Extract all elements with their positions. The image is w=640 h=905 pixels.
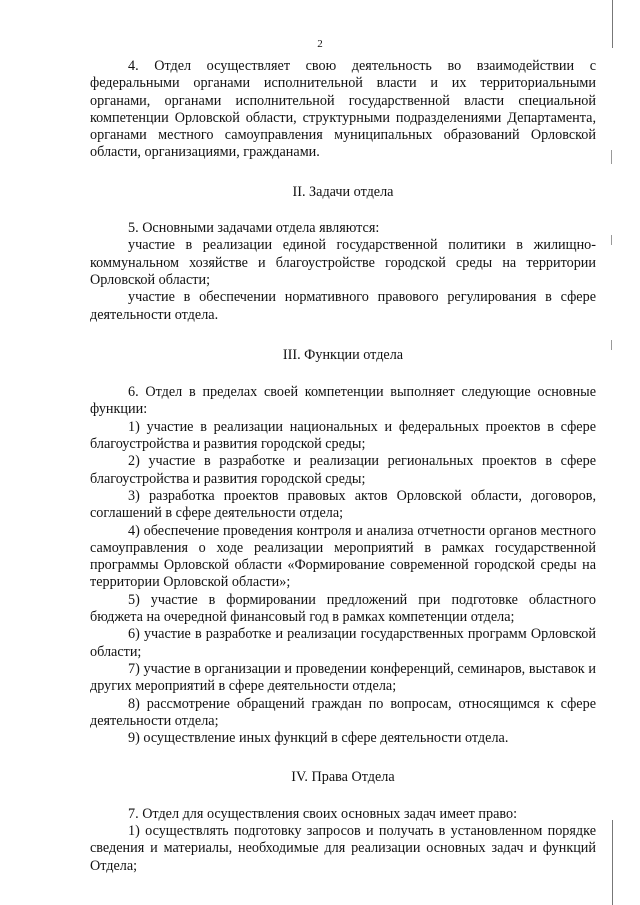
section-heading-rights: IV. Права Отдела [291, 769, 395, 786]
paragraph-5-item-2: участие в обеспечении нормативного правового регулирования в сфере деятельности отдела. [90, 289, 596, 323]
page-number: 2 [317, 38, 323, 50]
scan-margin-line [612, 0, 613, 48]
function-item: 6) участие в разработке и реализации государственных программ Орловской области; [90, 626, 596, 660]
paragraph-4: 4. Отдел осуществляет свою деятельность во взаимодействии с федеральными органами исполнительной власти и их территориальными органами, органами исполнительной государственной власти специальной компетенции Орловской области, структурными подразделениями Департамента, органами местного самоуправления муниципальных образований Орловской области, организациями, гражданами. [90, 58, 596, 161]
function-item: 5) участие в формировании предложений при подготовке областного бюджета на очередной финансовый год в рамках компетенции отдела; [90, 591, 596, 626]
scan-margin-line [612, 820, 613, 905]
section-heading-functions: III. Функции отдела [282, 346, 404, 363]
function-item: 1) участие в реализации национальных и федеральных проектов в сфере благоустройства и развития городской среды; [90, 418, 596, 453]
scan-margin-mark [611, 150, 612, 164]
paragraph-5-item-1: участие в реализации единой государственной политики в жилищно-коммунальном хозяйстве и благоустройстве городской среды на территории Орловской области; [90, 237, 596, 288]
paragraph-7-item-1: 1) осуществлять подготовку запросов и получать в установленном порядке сведения и материалы, необходимые для реализации основных задач и функций Отдела; [90, 822, 596, 874]
section-heading-tasks: II. Задачи отдела [292, 183, 394, 200]
scan-margin-mark [611, 340, 612, 350]
paragraph-7-intro: 7. Отдел для осуществления своих основных задач имеет право: [128, 805, 518, 822]
function-item: 4) обеспечение проведения контроля и анализа отчетности органов местного самоуправления о ходе реализации мероприятий в рамках государственной программы Орловской области «Формирование современной городской среды на территории Орловской области»; [90, 522, 596, 591]
function-item: 2) участие в разработке и реализации региональных проектов в сфере благоустройства и развития городской среды; [90, 453, 596, 487]
paragraph-6-intro: 6. Отдел в пределах своей компетенции выполняет следующие основные функции: [90, 384, 596, 418]
scan-margin-mark [611, 235, 612, 245]
document-body [90, 58, 596, 875]
function-item: 8) рассмотрение обращений граждан по вопросам, относящимся к сфере деятельности отдела; [90, 695, 596, 729]
function-item: 3) разработка проектов правовых актов Орловской области, договоров, соглашений в сфере деятельности отдела; [90, 487, 596, 522]
paragraph-5-intro: 5. Основными задачами отдела являются: [128, 220, 380, 237]
function-item: 7) участие в организации и проведении конференций, семинаров, выставок и других мероприятий в сфере деятельности отдела; [90, 660, 596, 695]
function-item: 9) осуществление иных функций в сфере деятельности отдела. [128, 730, 509, 747]
